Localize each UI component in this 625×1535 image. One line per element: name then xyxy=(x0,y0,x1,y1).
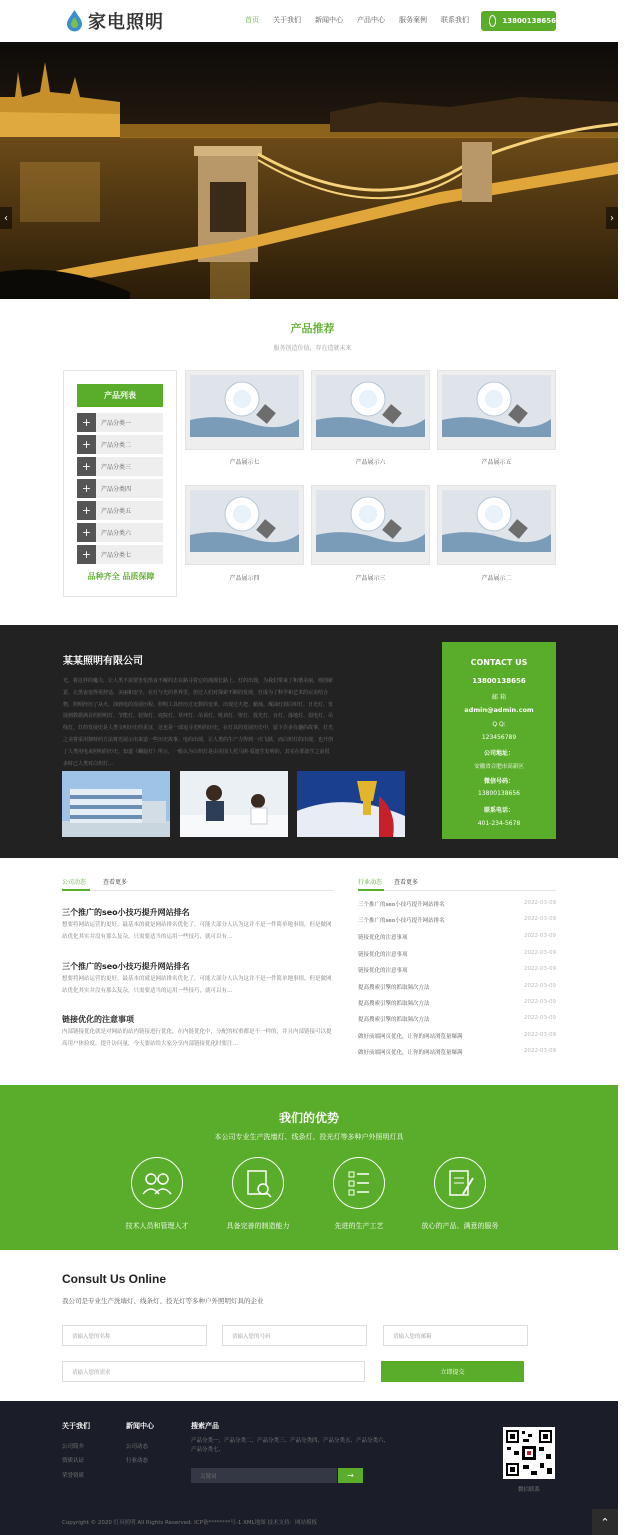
nav-products[interactable]: 产品中心 xyxy=(357,16,385,24)
category-item[interactable] xyxy=(77,545,163,564)
office-worker-image xyxy=(180,771,288,837)
plus-icon: + xyxy=(77,479,96,498)
product-card[interactable] xyxy=(311,370,430,450)
footer-search-input[interactable]: 关键词 xyxy=(191,1468,337,1483)
footer-news-title: 新闻中心 xyxy=(126,1422,154,1430)
category-label: 产品分类六 xyxy=(101,530,132,537)
industry-item[interactable] xyxy=(358,950,556,958)
advantage-label: 技术人员和管理人才 xyxy=(125,1222,189,1230)
tab-underline xyxy=(62,889,90,891)
qr-code-image xyxy=(503,1427,555,1479)
lightbulb-image xyxy=(190,375,299,437)
industry-date: 2022-03-09 xyxy=(524,1032,556,1038)
contact-card xyxy=(442,642,556,839)
contact-wechat: 13800138656 xyxy=(478,790,520,797)
industry-date: 2022-03-09 xyxy=(524,933,556,939)
product-caption: 产品展示六 xyxy=(355,459,386,466)
lightbulb-image xyxy=(442,490,551,552)
footer-link[interactable]: 公司简介 xyxy=(62,1444,85,1450)
industry-title: 提高搜索引擎的抓取频次方法 xyxy=(358,1001,430,1007)
product-caption: 产品展示三 xyxy=(355,575,386,582)
industry-item[interactable] xyxy=(358,1032,556,1040)
industry-title: 链接优化的注意事项 xyxy=(358,935,408,941)
divider xyxy=(358,890,556,891)
industry-title: 提高搜索引擎的抓取频次方法 xyxy=(358,1017,430,1023)
industry-item[interactable] xyxy=(358,999,556,1007)
category-item[interactable] xyxy=(77,479,163,498)
industry-item[interactable] xyxy=(358,916,556,924)
industry-item[interactable] xyxy=(358,933,556,941)
product-card[interactable] xyxy=(437,485,556,565)
industry-date: 2022-03-09 xyxy=(524,966,556,972)
nav-home[interactable]: 首页 xyxy=(245,16,259,24)
category-item[interactable] xyxy=(77,435,163,454)
contact-phone: 13800138656 xyxy=(472,677,526,685)
submit-button[interactable]: 立即提交 xyxy=(381,1361,524,1382)
header xyxy=(0,0,625,42)
trophy-image xyxy=(297,771,405,837)
industry-date: 2022-03-09 xyxy=(524,1048,556,1054)
need-input[interactable]: 请输入您的需求 xyxy=(62,1361,365,1382)
product-caption: 产品展示四 xyxy=(229,575,260,582)
more-link[interactable]: 查看更多 xyxy=(103,879,128,886)
footer-about-title: 关于我们 xyxy=(62,1422,90,1430)
main-nav xyxy=(245,15,483,25)
lightbulb-image xyxy=(316,490,425,552)
category-label: 产品分类七 xyxy=(101,552,132,559)
industry-title: 链接优化的注意事项 xyxy=(358,952,408,958)
contact-qq: 123456789 xyxy=(481,734,517,741)
industry-date: 2022-03-09 xyxy=(524,999,556,1005)
industry-title: 做好前端网页优化，让你的网站浏览量爆满 xyxy=(358,1034,463,1040)
category-label: 产品分类二 xyxy=(101,442,132,449)
contact-heading: CONTACT US xyxy=(470,658,528,667)
advantage-subtitle: 本公司专业生产洗墙灯、线条灯、投光灯等多种户外照明灯具 xyxy=(214,1133,404,1141)
lightbulb-image xyxy=(190,490,299,552)
category-panel xyxy=(63,370,177,597)
nav-news[interactable]: 新闻中心 xyxy=(315,16,343,24)
hero-banner xyxy=(0,42,618,299)
night-bridge-image xyxy=(0,42,618,299)
contact-wechat-label: 微信号码： xyxy=(483,778,514,785)
contact-tel-label: 联系电话： xyxy=(483,807,514,814)
banner-prev-arrow[interactable]: ‹ xyxy=(0,207,12,229)
news-title[interactable]: 三个推广的seo小技巧提升网站排名 xyxy=(62,908,190,917)
category-item[interactable] xyxy=(77,523,163,542)
contract-pen-icon xyxy=(434,1157,486,1209)
footer-link[interactable]: 行业动态 xyxy=(126,1458,149,1464)
tab-industry-news[interactable]: 行业动态 xyxy=(358,879,383,886)
industry-title: 做好前端网页优化，让你的网站浏览量爆满 xyxy=(358,1050,463,1056)
plus-icon: + xyxy=(77,435,96,454)
industry-date: 2022-03-09 xyxy=(524,950,556,956)
industry-title: 链接优化的注意事项 xyxy=(358,968,408,974)
footer-search-title: 搜索产品 xyxy=(191,1422,219,1430)
advantage-label: 先进的生产工艺 xyxy=(334,1222,384,1230)
consult-title: Consult Us Online xyxy=(62,1272,167,1286)
news-desc: 想要将网站运营的更好，最基本的就是网站排名优化了，可能大部分人认为这并不是一件简单地事情，但是做网站优化其实并没有那么复杂，只需要适当的运用一些技巧，就可以有… xyxy=(62,922,332,940)
company-name: 某某照明有限公司 xyxy=(63,656,143,667)
products-title: 产品推荐 xyxy=(290,322,335,335)
industry-item[interactable] xyxy=(358,966,556,974)
news-title[interactable]: 链接优化的注意事项 xyxy=(62,1015,134,1024)
tab-underline xyxy=(358,889,384,891)
industry-item[interactable] xyxy=(358,983,556,991)
plus-icon: + xyxy=(77,501,96,520)
category-slogan: 品种齐全 品质保障 xyxy=(87,572,155,581)
industry-item[interactable] xyxy=(358,1048,556,1056)
product-caption: 产品展示二 xyxy=(481,575,512,582)
industry-title: 三个推广的seo小技巧提升网站排名 xyxy=(358,918,445,924)
product-card[interactable] xyxy=(185,485,304,565)
category-label: 产品分类三 xyxy=(101,464,132,471)
category-item[interactable] xyxy=(77,413,163,432)
industry-date: 2022-03-09 xyxy=(524,916,556,922)
nav-about[interactable]: 关于我们 xyxy=(273,16,301,24)
industry-title: 三个推广的seo小技巧提升网站排名 xyxy=(358,902,445,908)
news-title[interactable]: 三个推广的seo小技巧提升网站排名 xyxy=(62,962,190,971)
product-card[interactable] xyxy=(437,370,556,450)
contact-email: admin@admin.com xyxy=(464,706,534,714)
divider xyxy=(62,890,334,891)
product-caption: 产品展示五 xyxy=(481,459,512,466)
logo[interactable] xyxy=(66,8,164,34)
advantage-label: 具备完善的制造能力 xyxy=(226,1222,290,1230)
category-head: 产品列表 xyxy=(77,384,163,407)
consult-subtitle: 我公司是专业生产洗墙灯、线条灯、投光灯等多种户外照明灯具的企业 xyxy=(62,1297,264,1305)
company-description: 光，将这样的魔力，让人类不需要害怕黑夜不解的去在路寻着它的漫漫长路上。灯的出现，为我们带来了和谐美丽，则创新意，让黑夜变得更舒适、美丽和安全，在灯与光的世界里，但过人们对探索不断的发现，灯成为了科学和艺术的完美结合物，照明经历了从火、油到电的发展历程。照明工具经历过无数的变革，出现过火把、蜡烛、煤油灯到白炽灯、日光灯，发展到数据满目的照明灯。节能灯、装饰灯、庭院灯、草坪灯、吊顶灯、吸顶灯、壁灯、投光灯、台灯、落地灯、弱电灯、吊线灯，灯的发展史是人类文明历史的见证，这也是一部追寻光明的历史，在灯具的发展历史中，留下许多有趣的故事，灯光之美将采用独特的方法将光展示出来造一些历史故事。电的出现，让人类的生产力得到一次飞跃，而白炽灯的出现，也开创了人类用电来照明的历史。知道《螺旋灯》所示，一般认为白炽灯是由美国人托马斯·爱迪生发明的，其实在那波生之前很多时已人类对白炽灯… xyxy=(63,678,334,767)
email-input[interactable]: 请输入您的邮箱 xyxy=(383,1325,528,1346)
industry-item[interactable] xyxy=(358,900,556,908)
copyright: Copyright © 2020 灯具照明 All Rights Reserved. ICP备********号-1 XML地图 技术支持：网站模板 xyxy=(62,1520,317,1526)
phone-number: 13800138656 xyxy=(502,17,556,25)
advantage-label: 放心的产品、满意的服务 xyxy=(421,1222,499,1230)
category-item[interactable] xyxy=(77,501,163,520)
footer-link[interactable]: 公司动态 xyxy=(126,1444,149,1450)
plus-icon: + xyxy=(77,523,96,542)
office-building-image xyxy=(62,771,170,837)
contact-address-label: 公司地址： xyxy=(483,750,514,757)
news-desc: 内部链接优化就是对网站的站内链接进行优化，在内链优化中，分配的权重都是不一样的，并且内部链接可以提高用户体验度，提升访问量，今天要站给大家分享内部链接优化时要注… xyxy=(62,1029,332,1047)
footer-link[interactable]: 荣誉资质 xyxy=(62,1473,85,1479)
name-input[interactable]: 请输入您的名称 xyxy=(62,1325,207,1346)
plus-icon: + xyxy=(77,457,96,476)
lightbulb-image xyxy=(442,375,551,437)
category-item[interactable] xyxy=(77,457,163,476)
phone-icon xyxy=(489,15,496,27)
footer-link[interactable]: 资质认证 xyxy=(62,1458,85,1464)
category-label: 产品分类五 xyxy=(101,508,132,515)
document-search-icon xyxy=(232,1157,284,1209)
product-card[interactable] xyxy=(185,370,304,450)
contact-tel: 401-234-5678 xyxy=(477,820,521,827)
contact-address: 安徽省合肥市高新区 xyxy=(474,764,524,770)
phone-input[interactable]: 请输入您的号码 xyxy=(222,1325,367,1346)
products-subtitle: 服务创造价值，存在造就未来 xyxy=(273,345,352,352)
banner-next-arrow[interactable]: › xyxy=(606,207,618,229)
phone-button[interactable] xyxy=(481,11,556,31)
more-link[interactable]: 查看更多 xyxy=(394,879,419,886)
category-label: 产品分类一 xyxy=(101,420,132,427)
lightbulb-image xyxy=(316,375,425,437)
industry-item[interactable] xyxy=(358,1015,556,1023)
advantage-title: 我们的优势 xyxy=(278,1111,339,1125)
category-label: 产品分类四 xyxy=(101,486,132,493)
nav-contact[interactable]: 联系我们 xyxy=(441,16,469,24)
plus-icon: + xyxy=(77,545,96,564)
plus-icon: + xyxy=(77,413,96,432)
checklist-icon xyxy=(333,1157,385,1209)
lightbulb-drop-icon xyxy=(66,9,83,33)
industry-date: 2022-03-09 xyxy=(524,1015,556,1021)
nav-cases[interactable]: 服务案例 xyxy=(399,16,427,24)
contact-qq-label: Q Q: xyxy=(492,721,506,728)
industry-date: 2022-03-09 xyxy=(524,900,556,906)
footer-search-button[interactable]: → xyxy=(338,1468,363,1483)
product-card[interactable] xyxy=(311,485,430,565)
footer-product-links[interactable]: 产品分类一、产品分类二、产品分类三、产品分类四、产品分类五、产品分类六、产品分类七、 xyxy=(191,1438,390,1453)
back-to-top-button[interactable]: ⌃ xyxy=(592,1509,618,1535)
industry-date: 2022-03-09 xyxy=(524,983,556,989)
news-desc: 想要将网站运营的更好，最基本的就是网站排名优化了，可能大部分人认为这并不是一件简单地事情，但是做网站优化其实并没有那么复杂，只需要适当的运用一些技巧，就可以有… xyxy=(62,976,332,994)
industry-title: 提高搜索引擎的抓取频次方法 xyxy=(358,985,430,991)
team-icon xyxy=(131,1157,183,1209)
product-caption: 产品展示七 xyxy=(229,459,260,466)
contact-email-label: 邮 箱 xyxy=(492,694,506,701)
logo-text: 家电照明 xyxy=(88,12,164,33)
qr-label: 微信联系 xyxy=(517,1487,540,1493)
tab-company-news[interactable]: 公司动态 xyxy=(62,879,87,886)
